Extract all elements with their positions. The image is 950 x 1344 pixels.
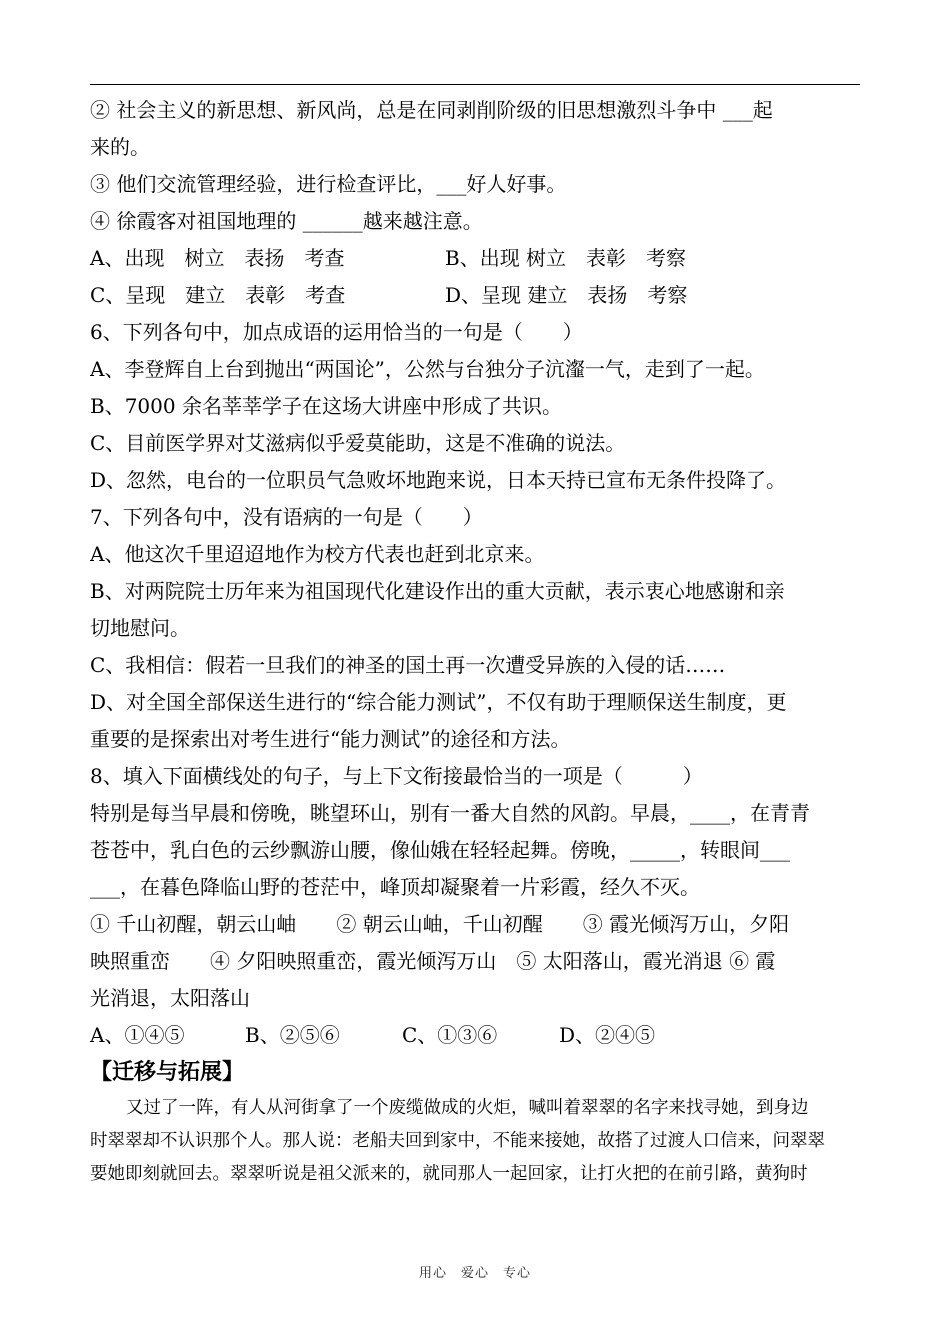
question-8: 8、填入下面横线处的句子，与上下文衔接最恰当的一项是（ ）: [90, 764, 703, 788]
text-line: 苍苍中，乳白色的云纱飘游山腰，像仙娥在轻轻起舞。傍晚，_____，转眼间___: [90, 838, 790, 862]
option-left: C、呈现 建立 表彰 考查: [90, 283, 346, 307]
text-line: A、他这次千里迢迢地作为校方代表也赶到北京来。: [90, 542, 545, 566]
text-line: 光消退，太阳落山: [90, 986, 250, 1010]
answer-choice-a: A、①④⑤: [90, 1023, 185, 1047]
answer-choices-row: [90, 1017, 860, 1054]
option-row: [90, 240, 860, 277]
text-line: D、对全国全部保送生进行的“综合能力测试”，不仅有助于理顺保送生制度，更: [90, 690, 787, 714]
header-rule: [90, 84, 860, 85]
question-7: 7、下列各句中，没有语病的一句是（ ）: [90, 505, 483, 529]
document-body: [90, 92, 860, 1191]
section-heading: 【迁移与拓展】: [90, 1060, 245, 1085]
text-line: ④ 徐霞客对祖国地理的 ______越来越注意。: [90, 209, 483, 233]
text-line: A、李登辉自上台到抛出“两国论”，公然与台独分子沆瀣一气，走到了一起。: [90, 357, 765, 381]
text-line: 切地慰问。: [90, 616, 190, 640]
text-line: 映照重峦 ④ 夕阳映照重峦，霞光倾泻万山 ⑤ 太阳落山，霞光消退 ⑥ 霞: [90, 949, 776, 973]
text-line: ① 千山初醒，朝云山岫 ② 朝云山岫，千山初醒 ③ 霞光倾泻万山，夕阳: [90, 912, 790, 936]
text-line: C、目前医学界对艾滋病似乎爱莫能助，这是不准确的说法。: [90, 431, 626, 455]
answer-choice-b: B、②⑤⑥: [245, 1023, 340, 1047]
option-right: B、出现 树立 表彰 考察: [445, 246, 687, 270]
text-line: B、对两院院士历年来为祖国现代化建设作出的重大贡献，表示衷心地感谢和亲: [90, 579, 785, 603]
answer-choice-c: C、①③⑥: [402, 1023, 498, 1047]
passage-line: 时翠翠却不认识那个人。那人说：老船夫回到家中，不能来接她，故搭了过渡人口信来，问翠翠: [90, 1131, 825, 1151]
passage-line: 又过了一阵，有人从河街拿了一个废缆做成的火炬，喊叫着翠翠的名字来找寻她，到身边: [126, 1098, 809, 1118]
text-line: 重要的是探索出对考生进行“能力测试”的途径和方法。: [90, 727, 571, 751]
option-row: [90, 277, 860, 314]
passage-line: 要她即刻就回去。翠翠听说是祖父派来的，就同那人一起回家，让打火把的在前引路，黄狗时: [90, 1164, 808, 1184]
text-line: ③ 他们交流管理经验，进行检查评比，___好人好事。: [90, 172, 567, 196]
text-line: D、忽然，电台的一位职员气急败坏地跑来说，日本天持已宣布无条件投降了。: [90, 468, 787, 492]
text-line: B、7000 余名莘莘学子在这场大讲座中形成了共识。: [90, 394, 562, 418]
text-line: 特别是每当早晨和傍晚，眺望环山，别有一番大自然的风韵。早晨，____，在青青: [90, 801, 810, 825]
text-line: 来的。: [90, 135, 150, 159]
question-6: 6、下列各句中，加点成语的运用恰当的一句是（ ）: [90, 320, 583, 344]
text-line: ___，在暮色降临山野的苍茫中，峰顶却凝聚着一片彩霞，经久不灭。: [90, 875, 700, 899]
text-line: ② 社会主义的新思想、新风尚，总是在同剥削阶级的旧思想激烈斗争中 ___起: [90, 98, 773, 122]
option-right: D、呈现 建立 表扬 考察: [445, 283, 688, 307]
document-page: [90, 0, 860, 1344]
page-footer: 用心 爱心 专心: [418, 1266, 531, 1281]
answer-choice-d: D、②④⑤: [559, 1023, 656, 1047]
text-line: C、我相信：假若一旦我们的神圣的国土再一次遭受异族的入侵的话……: [90, 653, 726, 677]
option-left: A、出现 树立 表扬 考查: [90, 246, 345, 270]
